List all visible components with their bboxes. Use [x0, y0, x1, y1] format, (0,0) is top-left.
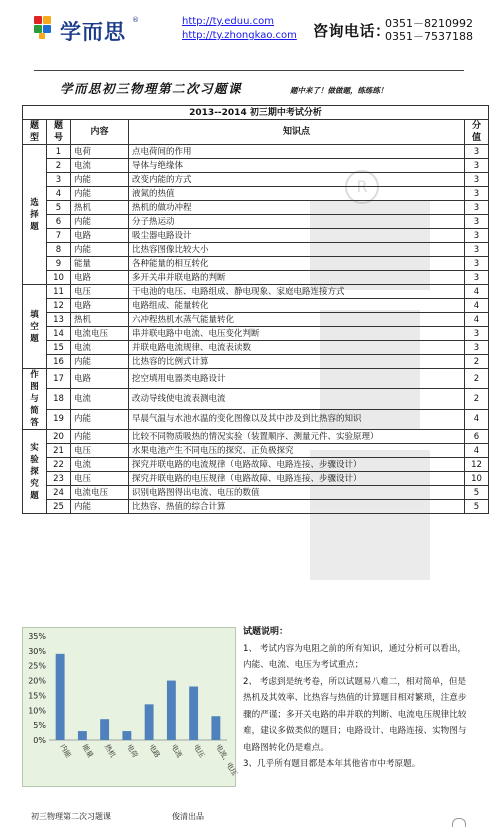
category-label: 热机 — [102, 743, 117, 760]
question-score: 2 — [464, 369, 488, 389]
category-label: 内能 — [58, 743, 73, 760]
question-score: 3 — [464, 201, 488, 215]
question-score: 4 — [464, 299, 488, 313]
y-tick-label: 10% — [28, 706, 46, 716]
y-tick-label: 35% — [28, 632, 46, 641]
question-number: 12 — [47, 299, 71, 313]
question-knowledge: 多开关串并联电路的判断 — [129, 271, 465, 285]
question-number: 7 — [47, 229, 71, 243]
table-row — [23, 409, 489, 429]
question-number: 24 — [47, 486, 71, 500]
question-number: 21 — [47, 444, 71, 458]
question-knowledge: 识别电路图得出电流、电压的数值 — [129, 486, 465, 500]
question-content: 电流电压 — [71, 486, 129, 500]
table-row — [23, 486, 489, 500]
question-number: 1 — [47, 145, 71, 159]
table-caption: 2013--2014 初三期中考试分析 — [23, 106, 489, 120]
hotline-label: 咨询电话： — [313, 22, 391, 40]
question-knowledge: 改变内能的方式 — [129, 173, 465, 187]
question-knowledge: 早晨气温与水池水温的变化图像以及其中涉及到比热容的知识 — [129, 409, 465, 429]
question-score: 3 — [464, 159, 488, 173]
question-content: 电流 — [71, 458, 129, 472]
question-score: 6 — [464, 430, 488, 444]
question-type: 实 验 探 究 题 — [23, 430, 47, 514]
table-row — [23, 458, 489, 472]
question-score: 12 — [464, 458, 488, 472]
question-type: 作 图 与 简 答 — [23, 369, 47, 430]
question-content: 电路 — [71, 229, 129, 243]
hotline-number-2: 0351－7537188 — [385, 30, 473, 43]
question-content: 电路 — [71, 271, 129, 285]
exam-analysis-table — [22, 105, 489, 514]
question-content: 电压 — [71, 472, 129, 486]
question-knowledge: 比热容图像比较大小 — [129, 243, 465, 257]
watermark-registered-icon: R — [345, 170, 379, 204]
logo-text: 学而思 — [60, 20, 126, 44]
table-row — [23, 313, 489, 327]
table-row — [23, 500, 489, 514]
table-row — [23, 257, 489, 271]
question-knowledge: 液氮的热值 — [129, 187, 465, 201]
question-number: 11 — [47, 285, 71, 299]
question-knowledge: 比较不同物质吸热的情况实验（装置顺序、测量元件、实验原理） — [129, 430, 465, 444]
header-content: 内容 — [71, 120, 129, 145]
question-knowledge: 改动导线使电流表测电流 — [129, 389, 465, 409]
question-score: 3 — [464, 327, 488, 341]
question-number: 4 — [47, 187, 71, 201]
category-label: 电流 — [169, 743, 184, 760]
question-content: 热机 — [71, 201, 129, 215]
note-item-3: 3、几乎所有题目都是本年其他省市中考原题。 — [243, 759, 421, 769]
table-row — [23, 389, 489, 409]
question-number: 6 — [47, 215, 71, 229]
question-score: 3 — [464, 341, 488, 355]
y-tick-label: 30% — [28, 646, 46, 656]
bar-1 — [78, 731, 87, 740]
question-content: 内能 — [71, 500, 129, 514]
question-score: 4 — [464, 444, 488, 458]
question-content: 内能 — [71, 215, 129, 229]
question-content: 内能 — [71, 173, 129, 187]
question-number: 13 — [47, 313, 71, 327]
table-row — [23, 341, 489, 355]
question-number: 2 — [47, 159, 71, 173]
category-label: 电流、电压 — [214, 743, 239, 778]
question-content: 热机 — [71, 313, 129, 327]
table-row — [23, 159, 489, 173]
question-content: 能量 — [71, 257, 129, 271]
question-knowledge: 比热容、热值的综合计算 — [129, 500, 465, 514]
notes-title: 试题说明： — [243, 627, 289, 637]
table-row — [23, 229, 489, 243]
header-divider — [34, 70, 464, 71]
table-row — [23, 271, 489, 285]
question-knowledge: 干电池的电压、电路组成、静电现象、家庭电路连接方式 — [129, 285, 465, 299]
link-zhongkao[interactable]: http://ty.zhongkao.com — [182, 30, 297, 41]
header-type: 题型 — [23, 120, 47, 145]
question-score: 3 — [464, 145, 488, 159]
question-number: 3 — [47, 173, 71, 187]
question-number: 14 — [47, 327, 71, 341]
question-score: 5 — [464, 486, 488, 500]
question-content: 电流 — [71, 159, 129, 173]
question-knowledge: 吸尘器电路设计 — [129, 229, 465, 243]
bar-7 — [211, 716, 220, 740]
bar-0 — [56, 654, 65, 740]
exam-notes — [243, 624, 471, 773]
table-row — [23, 145, 489, 159]
question-score: 4 — [464, 313, 488, 327]
category-label: 电路 — [147, 743, 162, 760]
bar-2 — [100, 719, 109, 740]
table-row — [23, 187, 489, 201]
question-number: 9 — [47, 257, 71, 271]
question-number: 8 — [47, 243, 71, 257]
link-eduu[interactable]: http://ty.eduu.com — [182, 16, 274, 27]
y-tick-label: 20% — [28, 676, 46, 686]
table-row — [23, 201, 489, 215]
y-tick-label: 15% — [28, 691, 46, 701]
question-knowledge: 探究并联电路的电流规律（电路故障、电路连接、步骤设计） — [129, 458, 465, 472]
registered-mark: ® — [132, 16, 139, 24]
footer-author: 俊清出品 — [172, 812, 204, 821]
question-score: 3 — [464, 187, 488, 201]
question-score: 5 — [464, 500, 488, 514]
question-number: 16 — [47, 355, 71, 369]
question-knowledge: 分子热运动 — [129, 215, 465, 229]
footer-arc-icon — [452, 818, 466, 827]
table-row — [23, 472, 489, 486]
course-title: 学而思初三物理第二次习题课 — [60, 81, 243, 96]
question-score: 3 — [464, 215, 488, 229]
note-item-1: 1、 考试内容为电阻之前的所有知识，通过分析可以看出，内能、电流、电压为考试重点； — [243, 643, 467, 670]
question-content: 电路 — [71, 369, 129, 389]
bar-3 — [122, 731, 131, 740]
table-row — [23, 430, 489, 444]
question-score: 3 — [464, 257, 488, 271]
question-number: 10 — [47, 271, 71, 285]
question-knowledge: 各种能量的相互转化 — [129, 257, 465, 271]
question-knowledge: 挖空填用电器类电路设计 — [129, 369, 465, 389]
footer-course: 初三物理第二次习题课 — [31, 812, 111, 821]
question-knowledge: 水果电池产生不同电压的探究、正负极探究 — [129, 444, 465, 458]
course-slogan: 题中来了！做做题，练练练！ — [290, 86, 388, 95]
question-content: 内能 — [71, 355, 129, 369]
question-content: 电流 — [71, 389, 129, 409]
question-score: 2 — [464, 355, 488, 369]
question-score: 3 — [464, 243, 488, 257]
question-score: 3 — [464, 229, 488, 243]
y-tick-label: 0% — [33, 736, 46, 745]
question-knowledge: 导体与绝缘体 — [129, 159, 465, 173]
hotline-number-1: 0351－8210992 — [385, 17, 473, 30]
table-row — [23, 355, 489, 369]
bar-5 — [167, 681, 176, 740]
logo-mark-icon — [34, 16, 56, 40]
question-knowledge: 探究并联电路的电压规律（电路故障、电路连接、步骤设计） — [129, 472, 465, 486]
question-content: 电压 — [71, 444, 129, 458]
header-num: 题号 — [47, 120, 71, 145]
question-type: 填 空 题 — [23, 285, 47, 369]
question-knowledge: 并联电路电流规律、电流表读数 — [129, 341, 465, 355]
question-score: 4 — [464, 409, 488, 429]
category-label: 能量 — [80, 743, 95, 760]
question-content: 电流 — [71, 341, 129, 355]
chart-svg — [23, 628, 239, 786]
header-score: 分值 — [464, 120, 488, 145]
question-knowledge: 热机的做功冲程 — [129, 201, 465, 215]
question-score: 3 — [464, 271, 488, 285]
table-row — [23, 173, 489, 187]
category-label: 电压 — [191, 743, 206, 760]
question-content: 电荷 — [71, 145, 129, 159]
question-number: 15 — [47, 341, 71, 355]
table-row — [23, 299, 489, 313]
question-number: 18 — [47, 389, 71, 409]
question-score: 3 — [464, 173, 488, 187]
question-number: 5 — [47, 201, 71, 215]
y-tick-label: 5% — [33, 721, 46, 731]
question-content: 内能 — [71, 430, 129, 444]
question-number: 17 — [47, 369, 71, 389]
bar-6 — [189, 687, 198, 740]
question-content: 电流电压 — [71, 327, 129, 341]
site-links — [182, 15, 297, 43]
question-score: 2 — [464, 389, 488, 409]
brand-logo — [34, 14, 154, 44]
table-row — [23, 327, 489, 341]
question-knowledge: 点电荷间的作用 — [129, 145, 465, 159]
question-number: 23 — [47, 472, 71, 486]
question-score: 4 — [464, 285, 488, 299]
question-type: 选 择 题 — [23, 145, 47, 285]
table-row — [23, 285, 489, 299]
question-knowledge: 六冲程热机水蒸气能量转化 — [129, 313, 465, 327]
y-tick-label: 25% — [28, 661, 46, 671]
question-number: 22 — [47, 458, 71, 472]
question-knowledge: 电路组成、能量转化 — [129, 299, 465, 313]
question-content: 电压 — [71, 285, 129, 299]
category-label: 电荷 — [125, 743, 140, 760]
table-row — [23, 215, 489, 229]
hotline-numbers — [385, 17, 473, 43]
question-content: 内能 — [71, 187, 129, 201]
question-knowledge: 比热容的比例式计算 — [129, 355, 465, 369]
question-content: 电路 — [71, 299, 129, 313]
question-number: 25 — [47, 500, 71, 514]
topic-distribution-chart — [22, 627, 239, 787]
question-number: 19 — [47, 409, 71, 429]
table-row — [23, 444, 489, 458]
note-item-2: 2、 考虑到是统考卷，所以试题易八难二，相对简单，但是热机及其效率、比热容与热值的计算题目相对繁琐，注意步骤的严谨；多开关电路的串并联的判断、电流电压规律比较难，建议多做类似的题目；电路设计、电路连接、实物图与电路图转化仍是难点。 — [243, 676, 467, 753]
bar-4 — [145, 704, 154, 740]
question-score: 10 — [464, 472, 488, 486]
table-row — [23, 243, 489, 257]
question-content: 内能 — [71, 243, 129, 257]
table-row — [23, 369, 489, 389]
question-content: 内能 — [71, 409, 129, 429]
question-number: 20 — [47, 430, 71, 444]
question-knowledge: 串并联电路中电流、电压变化判断 — [129, 327, 465, 341]
header-knowledge: 知识点 — [129, 120, 465, 145]
